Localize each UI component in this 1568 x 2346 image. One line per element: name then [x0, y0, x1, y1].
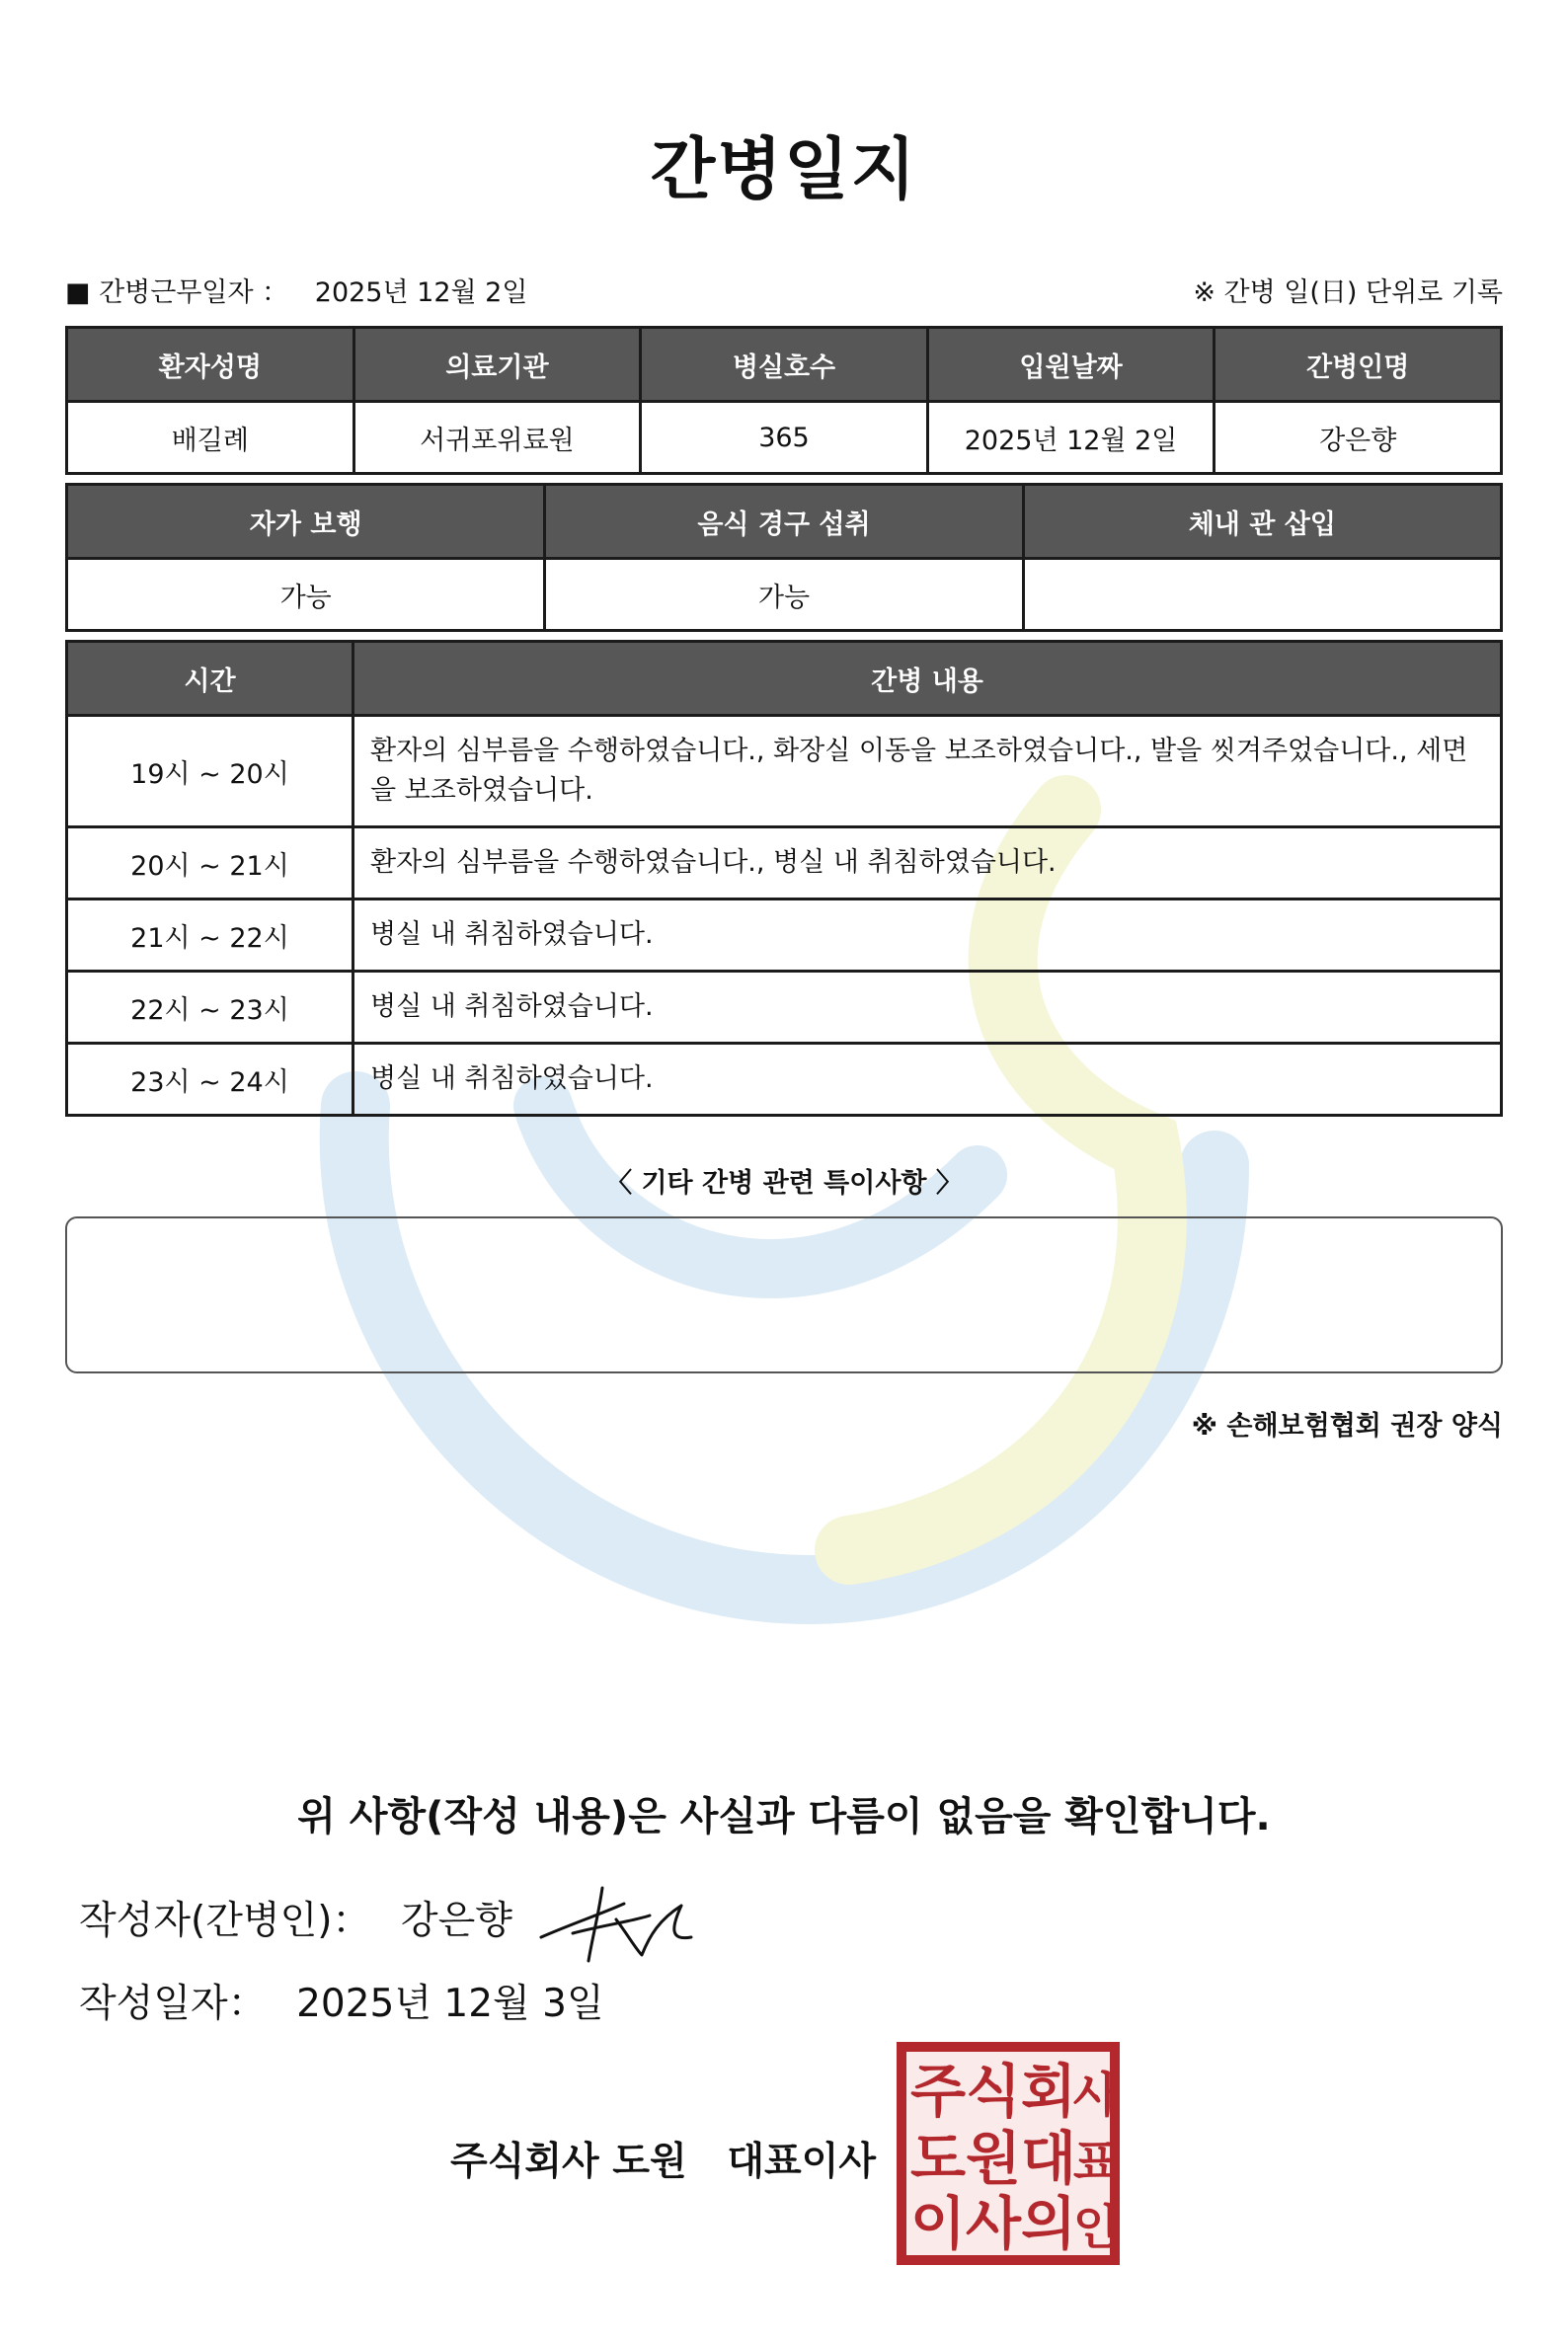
write-date-value: 2025년 12월 3일	[296, 1982, 604, 2026]
table-row	[67, 716, 1502, 827]
status-header-row	[67, 485, 1502, 559]
caregiver-name: 강은향	[1215, 402, 1502, 474]
company-name: 주식회사 도원 대표이사	[450, 2140, 877, 2184]
hospital-name: 서귀포위료원	[353, 402, 641, 474]
handwritten-signature	[533, 1876, 701, 1965]
table-row	[67, 827, 1502, 899]
svg-text:원: 원	[965, 2125, 1022, 2192]
header-room: 병실호수	[641, 328, 928, 402]
patient-info-table	[65, 326, 1503, 475]
svg-text:식: 식	[965, 2058, 1022, 2125]
patient-name: 배길례	[67, 402, 354, 474]
walking-value: 가능	[67, 559, 545, 631]
remarks-title: 〈 기타 간병 관련 특이사항 〉	[605, 1168, 963, 1199]
confirmation-statement: 위 사항(작성 내용)은 사실과 다름이 없음을 확인합니다.	[297, 1794, 1271, 1839]
write-date-label: 작성일자：	[79, 1982, 267, 2026]
svg-text:사: 사	[965, 2190, 1022, 2257]
tube-value	[1023, 559, 1501, 631]
svg-text:도: 도	[909, 2125, 967, 2192]
table-row	[67, 972, 1502, 1044]
writer-name: 강은향	[400, 1899, 512, 1943]
table-row	[67, 1044, 1502, 1116]
work-date-value: 2025년 12월 2일	[314, 277, 528, 308]
patient-header-row	[67, 328, 1502, 402]
document-title: 간병일지	[650, 131, 918, 209]
patient-value-row	[67, 402, 1502, 474]
table-row	[67, 899, 1502, 972]
header-caregiver: 간병인명	[1215, 328, 1502, 402]
svg-text:주: 주	[909, 2058, 967, 2125]
svg-text:표: 표	[1072, 2135, 1120, 2190]
remarks-box	[65, 1216, 1503, 1373]
svg-text:의: 의	[1020, 2190, 1077, 2257]
care-time: 23시 ~ 24시	[67, 1044, 353, 1116]
oral-intake-value: 가능	[545, 559, 1023, 631]
header-walking: 자가 보행	[67, 485, 545, 559]
writer-label: 작성자(간병인)：	[79, 1899, 371, 1943]
svg-text:인: 인	[1072, 2200, 1120, 2255]
care-time: 20시 ~ 21시	[67, 827, 353, 899]
room-number: 365	[641, 402, 928, 474]
care-time: 21시 ~ 22시	[67, 899, 353, 972]
admission-date: 2025년 12월 2일	[927, 402, 1215, 474]
header-patient-name: 환자성명	[67, 328, 354, 402]
svg-text:이: 이	[909, 2190, 967, 2257]
care-content: 병실 내 취침하였습니다.	[353, 899, 1502, 972]
svg-text:사: 사	[1072, 2068, 1120, 2123]
care-time: 22시 ~ 23시	[67, 972, 353, 1044]
care-time: 19시 ~ 20시	[67, 716, 353, 827]
care-content: 병실 내 취침하였습니다.	[353, 1044, 1502, 1116]
svg-text:회: 회	[1020, 2058, 1077, 2125]
care-content: 환자의 심부름을 수행하였습니다., 병실 내 취침하였습니다.	[353, 827, 1502, 899]
work-date-label: ■ 간병근무일자 ：	[65, 277, 289, 308]
work-date	[65, 271, 527, 309]
header-time: 시간	[67, 642, 353, 716]
svg-text:대: 대	[1020, 2125, 1077, 2192]
header-care-content: 간병 내용	[353, 642, 1502, 716]
status-table	[65, 483, 1503, 632]
status-value-row	[67, 559, 1502, 631]
care-log-table	[65, 640, 1503, 1117]
header-admission-date: 입원날짜	[927, 328, 1215, 402]
write-date-line	[79, 1973, 604, 2028]
header-hospital: 의료기관	[353, 328, 641, 402]
company-seal	[897, 2042, 1120, 2265]
writer-line	[79, 1890, 512, 1945]
form-note: ※ 손해보험협회 권장 양식	[1191, 1411, 1503, 1442]
care-content: 병실 내 취침하였습니다.	[353, 972, 1502, 1044]
header-oral-intake: 음식 경구 섭취	[545, 485, 1023, 559]
care-content: 환자의 심부름을 수행하였습니다., 화장실 이동을 보조하였습니다., 발을 씻겨주었습니다., 세면을 보조하였습니다.	[353, 716, 1502, 827]
record-note: ※ 간병 일(日) 단위로 기록	[1193, 277, 1503, 308]
header-tube: 체내 관 삽입	[1023, 485, 1501, 559]
care-header-row	[67, 642, 1502, 716]
